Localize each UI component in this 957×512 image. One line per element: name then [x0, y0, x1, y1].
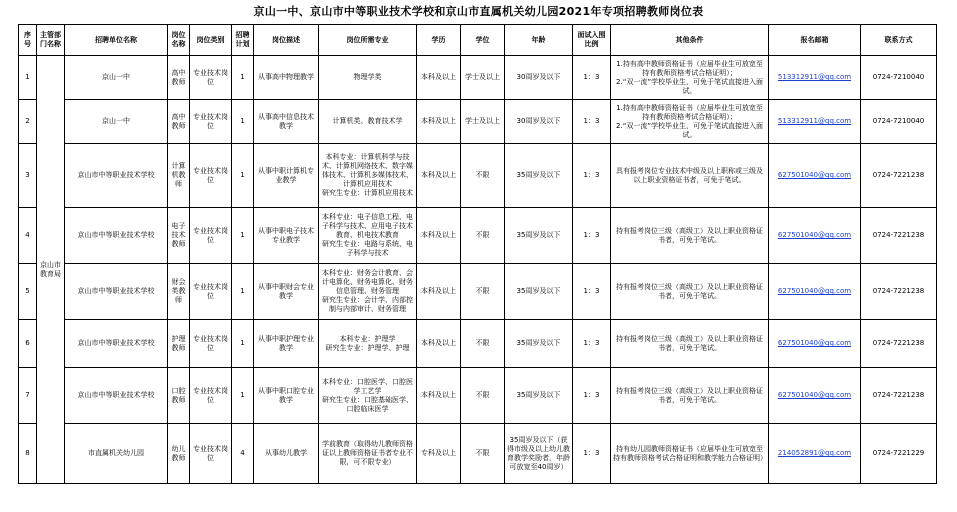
no-cell: 3 [19, 144, 37, 208]
header-cell: 岗位描述 [254, 25, 319, 56]
age-cell: 35周岁及以下 [505, 144, 573, 208]
unit-cell: 京山市中等职业技术学校 [65, 208, 168, 264]
plan-cell: 1 [232, 56, 254, 100]
header-cell: 主管部门名称 [37, 25, 65, 56]
email-link[interactable]: 627501040@qq.com [777, 287, 852, 295]
desc-cell: 从事中职财会专业教学 [254, 264, 319, 320]
header-cell: 岗位所需专业 [319, 25, 417, 56]
table-body [19, 56, 937, 484]
table-row [19, 264, 937, 320]
edu-cell: 本科及以上 [417, 208, 461, 264]
table-row [19, 100, 937, 144]
edu-cell: 本科及以上 [417, 320, 461, 368]
no-cell: 1 [19, 56, 37, 100]
desc-cell: 从事高中物理教学 [254, 56, 319, 100]
ratio-cell: 1：3 [573, 56, 611, 100]
email-cell [769, 144, 861, 208]
other-cell: 持有幼儿园教师资格证书（应届毕业生可放宽至持有教师资格考试合格证明和教学能力合格证明） [611, 424, 769, 484]
ratio-cell: 1：3 [573, 424, 611, 484]
contact-cell: 0724-7210040 [861, 56, 937, 100]
degree-cell: 不限 [461, 208, 505, 264]
email-link[interactable]: 627501040@qq.com [777, 391, 852, 399]
other-cell: 具有报考岗位专业技术中级及以上职称或三级及以上职业资格证书者，可免于笔试。 [611, 144, 769, 208]
age-cell: 35周岁及以下 [505, 368, 573, 424]
table-row [19, 320, 937, 368]
table-row [19, 424, 937, 484]
unit-cell: 京山市中等职业技术学校 [65, 320, 168, 368]
edu-cell: 专科及以上 [417, 424, 461, 484]
no-cell: 8 [19, 424, 37, 484]
degree-cell: 不限 [461, 320, 505, 368]
unit-cell: 京山一中 [65, 100, 168, 144]
header-cell: 招聘计划 [232, 25, 254, 56]
header-cell: 序号 [19, 25, 37, 56]
email-cell [769, 264, 861, 320]
no-cell: 2 [19, 100, 37, 144]
unit-cell: 京山一中 [65, 56, 168, 100]
header-cell: 学历 [417, 25, 461, 56]
plan-cell: 1 [232, 320, 254, 368]
unit-cell: 京山市中等职业技术学校 [65, 368, 168, 424]
ratio-cell: 1：3 [573, 144, 611, 208]
category-cell: 专业技术岗位 [190, 144, 232, 208]
header-cell: 年龄 [505, 25, 573, 56]
unit-cell: 市直属机关幼儿园 [65, 424, 168, 484]
header-cell: 招聘单位名称 [65, 25, 168, 56]
post-cell: 计算机教师 [168, 144, 190, 208]
contact-cell: 0724-7221229 [861, 424, 937, 484]
desc-cell: 从事中职护理专业教学 [254, 320, 319, 368]
table-row [19, 368, 937, 424]
desc-cell: 从事幼儿教学 [254, 424, 319, 484]
category-cell: 专业技术岗位 [190, 208, 232, 264]
age-cell: 35周岁及以下 [505, 264, 573, 320]
edu-cell: 本科及以上 [417, 100, 461, 144]
plan-cell: 1 [232, 368, 254, 424]
plan-cell: 1 [232, 208, 254, 264]
header-cell: 报名邮箱 [769, 25, 861, 56]
contact-cell: 0724-7221238 [861, 320, 937, 368]
desc-cell: 从事高中信息技术教学 [254, 100, 319, 144]
recruitment-table [18, 24, 937, 484]
age-cell: 30周岁及以下 [505, 100, 573, 144]
age-cell: 30周岁及以下 [505, 56, 573, 100]
degree-cell: 不限 [461, 144, 505, 208]
ratio-cell: 1：3 [573, 320, 611, 368]
header-cell: 岗位类别 [190, 25, 232, 56]
category-cell: 专业技术岗位 [190, 424, 232, 484]
age-cell: 35周岁及以下 [505, 208, 573, 264]
email-link[interactable]: 214052891@qq.com [777, 449, 852, 457]
contact-cell: 0724-7221238 [861, 264, 937, 320]
contact-cell: 0724-7221238 [861, 368, 937, 424]
desc-cell: 从事中职计算机专业教学 [254, 144, 319, 208]
table-row [19, 208, 937, 264]
email-cell [769, 320, 861, 368]
page-title: 京山一中、京山市中等职业技术学校和京山市直属机关幼儿园2021年专项招聘教师岗位表 [253, 5, 704, 18]
no-cell: 6 [19, 320, 37, 368]
category-cell: 专业技术岗位 [190, 264, 232, 320]
no-cell: 4 [19, 208, 37, 264]
department-cell: 京山市教育局 [37, 56, 65, 484]
post-cell: 口腔教师 [168, 368, 190, 424]
ratio-cell: 1：3 [573, 368, 611, 424]
contact-cell: 0724-7221238 [861, 144, 937, 208]
email-link[interactable]: 627501040@qq.com [777, 231, 852, 239]
edu-cell: 本科及以上 [417, 264, 461, 320]
other-cell: 1.持有高中教师资格证书（应届毕业生可放宽至持有教师资格考试合格证明）； 2.“双一流”学校毕业生，可免于笔试直接进入面试。 [611, 100, 769, 144]
edu-cell: 本科及以上 [417, 368, 461, 424]
header-cell: 学位 [461, 25, 505, 56]
category-cell: 专业技术岗位 [190, 100, 232, 144]
no-cell: 5 [19, 264, 37, 320]
table-row [19, 56, 937, 100]
other-cell: 持有报考岗位三级（高级工）及以上职业资格证书者，可免于笔试。 [611, 368, 769, 424]
desc-cell: 从事中职口腔专业教学 [254, 368, 319, 424]
age-cell: 35周岁及以下（获得市级及以上幼儿教育教学奖励者，年龄可放宽至40周岁） [505, 424, 573, 484]
header-cell: 联系方式 [861, 25, 937, 56]
other-cell: 持有报考岗位三级（高级工）及以上职业资格证书者，可免于笔试。 [611, 264, 769, 320]
degree-cell: 不限 [461, 264, 505, 320]
contact-cell: 0724-7210040 [861, 100, 937, 144]
desc-cell: 从事中职电子技术专业教学 [254, 208, 319, 264]
table-row [19, 144, 937, 208]
major-cell: 本科专业：电子信息工程、电子科学与技术、应用电子技术教育、机电技术教育 研究生专业：电路与系统、电子科学与技术 [319, 208, 417, 264]
other-cell: 持有报考岗位三级（高级工）及以上职业资格证书者，可免于笔试。 [611, 208, 769, 264]
other-cell: 持有报考岗位三级（高级工）及以上职业资格证书者，可免于笔试。 [611, 320, 769, 368]
post-cell: 财会类教师 [168, 264, 190, 320]
post-cell: 幼儿教师 [168, 424, 190, 484]
major-cell: 本科专业：口腔医学、口腔医学工艺学 研究生专业：口腔基础医学、口腔临床医学 [319, 368, 417, 424]
email-cell [769, 208, 861, 264]
email-cell [769, 56, 861, 100]
degree-cell: 不限 [461, 368, 505, 424]
post-cell: 高中教师 [168, 100, 190, 144]
edu-cell: 本科及以上 [417, 56, 461, 100]
major-cell: 学前教育（取得幼儿教师资格证以上教师资格证书者专业不限，可不限专业） [319, 424, 417, 484]
email-link[interactable]: 513312911@qq.com [777, 73, 852, 81]
degree-cell: 学士及以上 [461, 100, 505, 144]
category-cell: 专业技术岗位 [190, 368, 232, 424]
unit-cell: 京山市中等职业技术学校 [65, 264, 168, 320]
email-link[interactable]: 627501040@qq.com [777, 339, 852, 347]
header-cell: 其他条件 [611, 25, 769, 56]
ratio-cell: 1：3 [573, 208, 611, 264]
plan-cell: 4 [232, 424, 254, 484]
email-cell [769, 100, 861, 144]
degree-cell: 不限 [461, 424, 505, 484]
email-link[interactable]: 627501040@qq.com [777, 171, 852, 179]
other-cell: 1.持有高中教师资格证书（应届毕业生可放宽至持有教师资格考试合格证明）； 2.“双一流”学校毕业生，可免于笔试直接进入面试。 [611, 56, 769, 100]
header-cell: 岗位名称 [168, 25, 190, 56]
ratio-cell: 1：3 [573, 264, 611, 320]
major-cell: 本科专业：护理学 研究生专业：护理学、护理 [319, 320, 417, 368]
degree-cell: 学士及以上 [461, 56, 505, 100]
no-cell: 7 [19, 368, 37, 424]
category-cell: 专业技术岗位 [190, 320, 232, 368]
post-cell: 护理教师 [168, 320, 190, 368]
header-row [19, 25, 937, 56]
edu-cell: 本科及以上 [417, 144, 461, 208]
plan-cell: 1 [232, 144, 254, 208]
post-cell: 电子技术教师 [168, 208, 190, 264]
category-cell: 专业技术岗位 [190, 56, 232, 100]
major-cell: 物理学类 [319, 56, 417, 100]
major-cell: 本科专业：计算机科学与技术、计算机网络技术、数字媒体技术、计算机多媒体技术、计算机应用技术 研究生专业：计算机应用技术 [319, 144, 417, 208]
email-cell [769, 368, 861, 424]
major-cell: 计算机类、教育技术学 [319, 100, 417, 144]
major-cell: 本科专业：财务会计教育、会计电算化、财务电算化、财务信息管理、财务管理 研究生专业：会计学、内部控制与内部审计、财务管理 [319, 264, 417, 320]
unit-cell: 京山市中等职业技术学校 [65, 144, 168, 208]
ratio-cell: 1：3 [573, 100, 611, 144]
contact-cell: 0724-7221238 [861, 208, 937, 264]
plan-cell: 1 [232, 100, 254, 144]
post-cell: 高中教师 [168, 56, 190, 100]
email-link[interactable]: 513312911@qq.com [777, 117, 852, 125]
age-cell: 35周岁及以下 [505, 320, 573, 368]
header-cell: 面试入围比例 [573, 25, 611, 56]
plan-cell: 1 [232, 264, 254, 320]
email-cell [769, 424, 861, 484]
